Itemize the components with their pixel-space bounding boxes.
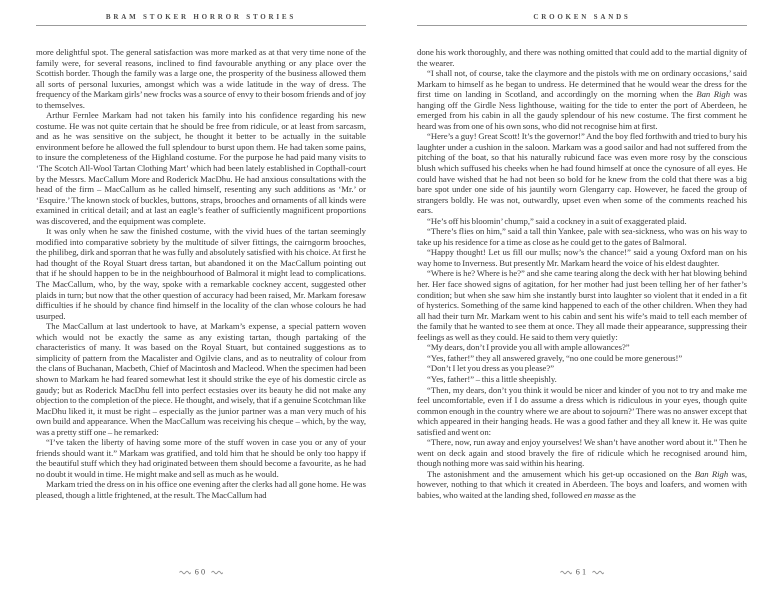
running-head-right: CROOKEN SANDS	[533, 13, 631, 21]
left-page-folio	[36, 567, 366, 577]
folio-ornament-right-icon	[592, 568, 604, 577]
paragraph: “Happy thought! Let us fill our mulls; now’s the chance!” said a young Oxford man on his way home to Inverness. But presently Mr. Markam heard the voice of his eldest daughter.	[417, 247, 747, 268]
folio-ornament-left-icon	[560, 568, 572, 577]
right-page-folio	[417, 567, 747, 577]
header-rule-right	[417, 25, 747, 26]
paragraph: “Then, my dears, don’t you think it would be nicer and kinder of you not to try and make me feel uncomfortable, even if I do assume a dress which is ridiculous in your eyes, though quite common enough in the country where we are about to sojourn?’ There was no answer except that which appeared in their hanging heads. He was a good father and they all knew it. He was quite satisfied and went on:	[417, 384, 747, 437]
paragraph: The astonishment and the amusement which his get-up occasioned on the Ban Righ was, however, nothing to that which it created in Aberdeen. The boys and loafers, and women with babies, who waited at the landing shed, followed en masse as the	[417, 468, 747, 500]
paragraph: “There’s flies on him,” said a tall thin Yankee, pale with sea-sickness, who was on his way to take up his residence for a time as close as he could get to the gates of Balmoral.	[417, 226, 747, 247]
folio-ornament-right-icon	[211, 568, 223, 577]
paragraph: Arthur Fernlee Markam had not taken his family into his confidence regarding his new costume. He was not quite certain that he should be free from ridicule, or at least from sarcasm, and as he was sensitive on the subject, he thought it better to be actually in the suitable environment before he allowed the full splendour to burst upon them. He had taken some pains, to insure the completeness of the Highland costume. For the purpose he had paid many visits to ‘The Scotch All-Wool Tartan Clothing Mart’ which had been lately established in Copthall-court by the Messrs. MacCallum More and Roderick MacDhu. He had anxious consultations with the head of the firm – MacCallum as he called himself, resenting any such additions as ‘Mr.’ or ‘Esquire.’ The known stock of buckles, buttons, straps, brooches and ornaments of all kinds were examined in critical detail; and at last an eagle’s feather of sufficiently magnificent proportions was discovered, and the equipment was complete.	[36, 110, 366, 226]
paragraph: “I’ve taken the liberty of having some more of the stuff woven in case you or any of your friends should want it.” Markam was gratified, and told him that he should be only too happy if the beautiful stuff which they had originated between them should become a favourite, as he had no doubt it would in time. He might make and sell as much as he would.	[36, 437, 366, 479]
paragraph: “There, now, run away and enjoy yourselves! We shan’t have another word about it.” Then he went on deck again and stood bravely the fire of ridicule which he recognised around him, though nothing more was said within his hearing.	[417, 437, 747, 469]
paragraph: “Yes, father!” – this a little sheepishly.	[427, 373, 557, 384]
paragraph: The MacCallum at last undertook to have, at Markam’s expense, a special pattern woven which would not be exactly the same as any existing tartan, though partaking of the characteristics of many. It was based on the Royal Stuart, but contained suggestions as to simplicity of pattern from the Macalister and Ogilvie clans, and as to neutrality of colour from the clans of Buchanan, Macbeth, Chief of Macintosh and Macleod. When the specimen had been shown to Markam he had feared somewhat lest it should strike the eye of his domestic circle as gaudy; but as Roderick MacDhu fell into perfect ecstasies over its beauty he did not make any objection to the completion of the piece. He thought, and wisely, that if a genuine Scotchman like MacDhu liked it, it must be right – especially as the junior partner was a man very much of his own build and appearance. When the MacCallum was receiving his cheque – which, by the way, was a pretty stiff one – he remarked:	[36, 321, 366, 437]
right-page-header	[417, 0, 747, 26]
page-number-left: 60	[194, 568, 208, 577]
left-page-header	[36, 0, 366, 26]
left-page	[36, 0, 366, 600]
right-page-body	[417, 47, 747, 548]
paragraph: “Yes, father!” they all answered gravely, “no one could be more generous!”	[427, 352, 683, 363]
folio-ornament-left-icon	[179, 568, 191, 577]
page-number-right: 61	[575, 568, 589, 577]
paragraph: done his work thoroughly, and there was nothing omitted that could add to the martial dignity of the wearer.	[417, 47, 747, 68]
paragraph: “Here’s a guy! Great Scott! It’s the governor!” And the boy fled forthwith and tried to bury his laughter under a cushion in the saloon. Markam was a good sailor and had not suffered from the pitching of the boat, so that his naturally rubicund face was even more rosy by the conscious blush which suffused his cheeks when he had found himself at once the cynosure of all eyes. He could have wished that he had not been so bold for he knew from the cold that there was a big bare spot under one side of his jauntily worn Glengarry cap. However, he faced the group of strangers boldly. He was not, outwardly, upset even when some of the comments reached his ears.	[417, 131, 747, 216]
paragraph: “He’s off his bloomin’ chump,” said a cockney in a suit of exaggerated plaid.	[427, 215, 687, 226]
left-page-body	[36, 47, 366, 548]
header-rule-left	[36, 25, 366, 26]
paragraph: It was only when he saw the finished costume, with the vivid hues of the tartan seemingly modified into comparative sobriety by the multitude of silver fittings, the cairngorm brooches, the philibeg, dirk and sporran that he was fully and absolutely satisfied with his choice. At first he had thought of the Royal Stuart dress tartan, but abandoned it on the MacCallum pointing out that if he should happen to be in the neighbourhood of Balmoral it might lead to complications. The MacCallum, who, by the way, spoke with a remarkable cockney accent, suggested other plaids in turn; but now that the other question of accuracy had been raised, Mr. Markam foresaw difficulties if he should by chance find himself in the locality of the clan whose colours he had usurped.	[36, 226, 366, 321]
paragraph: “My dears, don’t I provide you all with ample allowances?”	[427, 342, 630, 353]
paragraph: “Don’t I let you dress as you please?”	[427, 363, 555, 374]
right-page	[417, 0, 747, 600]
running-head-left: BRAM STOKER HORROR STORIES	[105, 13, 297, 21]
paragraph: “I shall not, of course, take the claymore and the pistols with me on ordinary occasions,’ said Markam to himself as he began to undress. He determined that he would wear the dress for the first time on landing in Scotland, and accordingly on the morning when the Ban Righ was hanging off the Girdle Ness lighthouse, waiting for the tide to enter the port of Aberdeen, he emerged from his cabin in all the gaudy splendour of his new costume. The first comment he heard was from one of his own sons, who did not recognise him at first.	[417, 68, 747, 131]
paragraph: “Where is he? Where is he?” and she came tearing along the deck with her hat blowing behind her. Her face showed signs of agitation, for her mother had just been telling her of her father’s condition; but when she saw him she instantly burst into laughter so violent that it ended in a fit of hysterics. Something of the same kind happened to each of the other children. When they had all had their turn Mr. Markam went to his cabin and sent his wife’s maid to tell each member of the family that he wanted to see them at once. They all made their appearance, suppressing their feelings as well as they could. He said to them very quietly:	[417, 268, 747, 342]
paragraph: Markam tried the dress on in his office one evening after the clerks had all gone home. He was pleased, though a little frightened, at the result. The MacCallum had	[36, 479, 366, 500]
paragraph: more delightful spot. The general satisfaction was more marked as at that very time none of the family were, for several reasons, inclined to find favourable anything or any place over the Scottish border. Though the family was a large one, the prosperity of the business allowed them all sorts of personal luxuries, amongst which was a wide latitude in the way of dress. The frequency of the Markam girls’ new frocks was a source of envy to their bosom friends and of joy to themselves.	[36, 47, 366, 110]
